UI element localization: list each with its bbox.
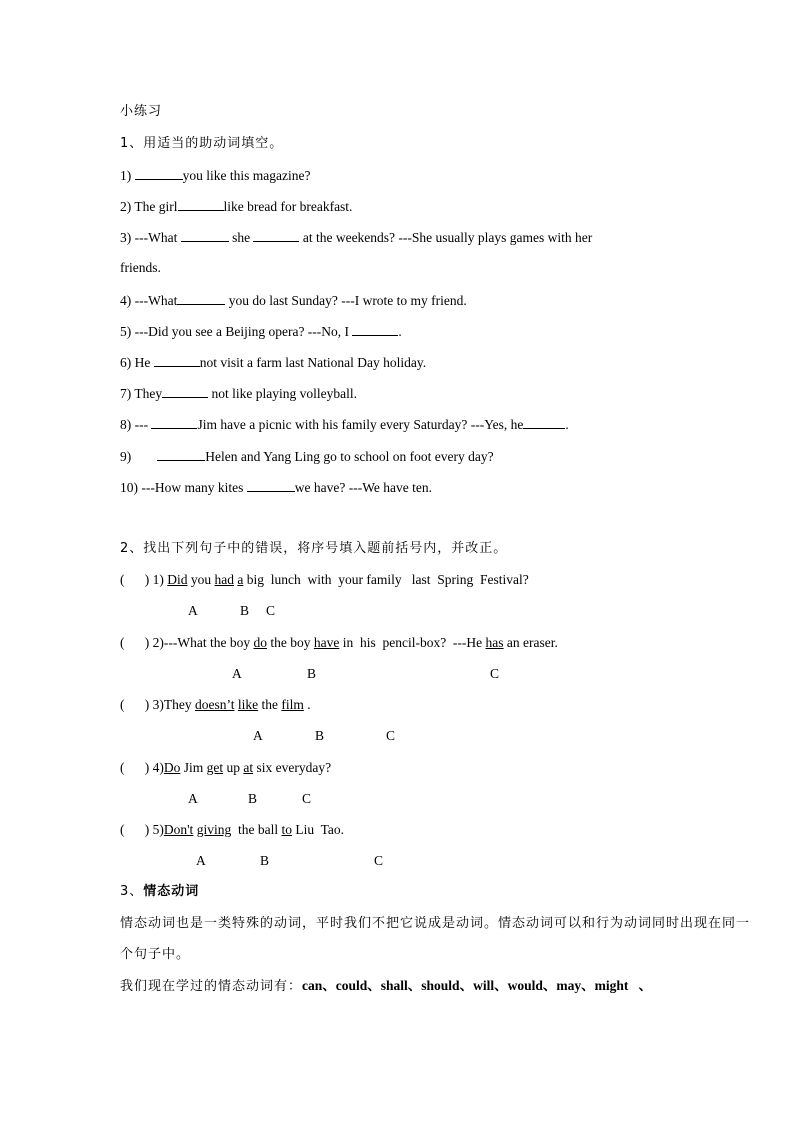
exercise-item: 5) ---Did you see a Beijing opera? ---No, I . [120, 324, 402, 339]
option-label-c: C [386, 728, 396, 743]
option-label-b: B [260, 853, 270, 868]
part3-paragraph: 情态动词也是一类特殊的动词，平时我们不把它说成是动词。情态动词可以和行为动词同时出现在同一个句子中。 [120, 916, 751, 962]
part3-heading: 3、情态动词 [120, 884, 200, 899]
answer-bracket[interactable]: ( ) [120, 572, 150, 587]
exercise-item: 8) --- Jim have a picnic with his family every Saturday? ---Yes, he . [120, 417, 569, 432]
option-label-c: C [374, 853, 384, 868]
error-question: ( ) 1) Did you had a big lunch with your family last Spring Festival? [120, 572, 529, 587]
exercise-item: 10) ---How many kites we have? ---We have ten. [120, 480, 432, 495]
section-title: 小练习 [120, 104, 163, 119]
option-label-c: C [490, 666, 500, 681]
option-label-a: A [188, 603, 198, 618]
option-label-a: A [188, 791, 198, 806]
option-label-a: A [232, 666, 242, 681]
error-question: ( ) 4)Do Jim get up at six everyday? [120, 760, 332, 775]
exercise-item: 1) you like this magazine? [120, 168, 311, 183]
part1-heading: 1、用适当的助动词填空。 [120, 136, 284, 151]
exercise-item: 7) They not like playing volleyball. [120, 386, 357, 401]
error-question: ( ) 5)Don't giving the ball to Liu Tao. [120, 822, 345, 837]
option-label-b: B [248, 791, 258, 806]
option-label-b: B [307, 666, 317, 681]
option-label-a: A [196, 853, 206, 868]
exercise-item: 3) ---What she at the weekends? ---She usually plays games with her [120, 230, 593, 245]
exercise-item-continued: friends. [120, 260, 161, 275]
option-label-c: C [266, 603, 276, 618]
error-question: ( ) 3)They doesn’t like the film . [120, 697, 311, 712]
option-label-b: B [315, 728, 325, 743]
answer-bracket[interactable]: ( ) [120, 697, 150, 712]
exercise-item: 9) Helen and Yang Ling go to school on foot every day? [120, 449, 494, 464]
part2-heading: 2、找出下列句子中的错误，将序号填入题前括号内，并改正。 [120, 541, 508, 556]
error-question: ( ) 2)---What the boy do the boy have in his pencil-box? ---He has an eraser. [120, 635, 558, 650]
exercise-item: 2) The girl like bread for breakfast. [120, 199, 353, 214]
option-label-a: A [253, 728, 263, 743]
answer-bracket[interactable]: ( ) [120, 822, 150, 837]
option-label-b: B [240, 603, 250, 618]
part3-modal-list: 我们现在学过的情态动词有：can、could、shall、should、will、would、may、might 、 [120, 978, 652, 994]
option-label-c: C [302, 791, 312, 806]
answer-bracket[interactable]: ( ) [120, 760, 150, 775]
exercise-item: 6) He not visit a farm last National Day holiday. [120, 355, 427, 370]
answer-bracket[interactable]: ( ) [120, 635, 150, 650]
exercise-item: 4) ---What you do last Sunday? ---I wrote to my friend. [120, 293, 467, 308]
